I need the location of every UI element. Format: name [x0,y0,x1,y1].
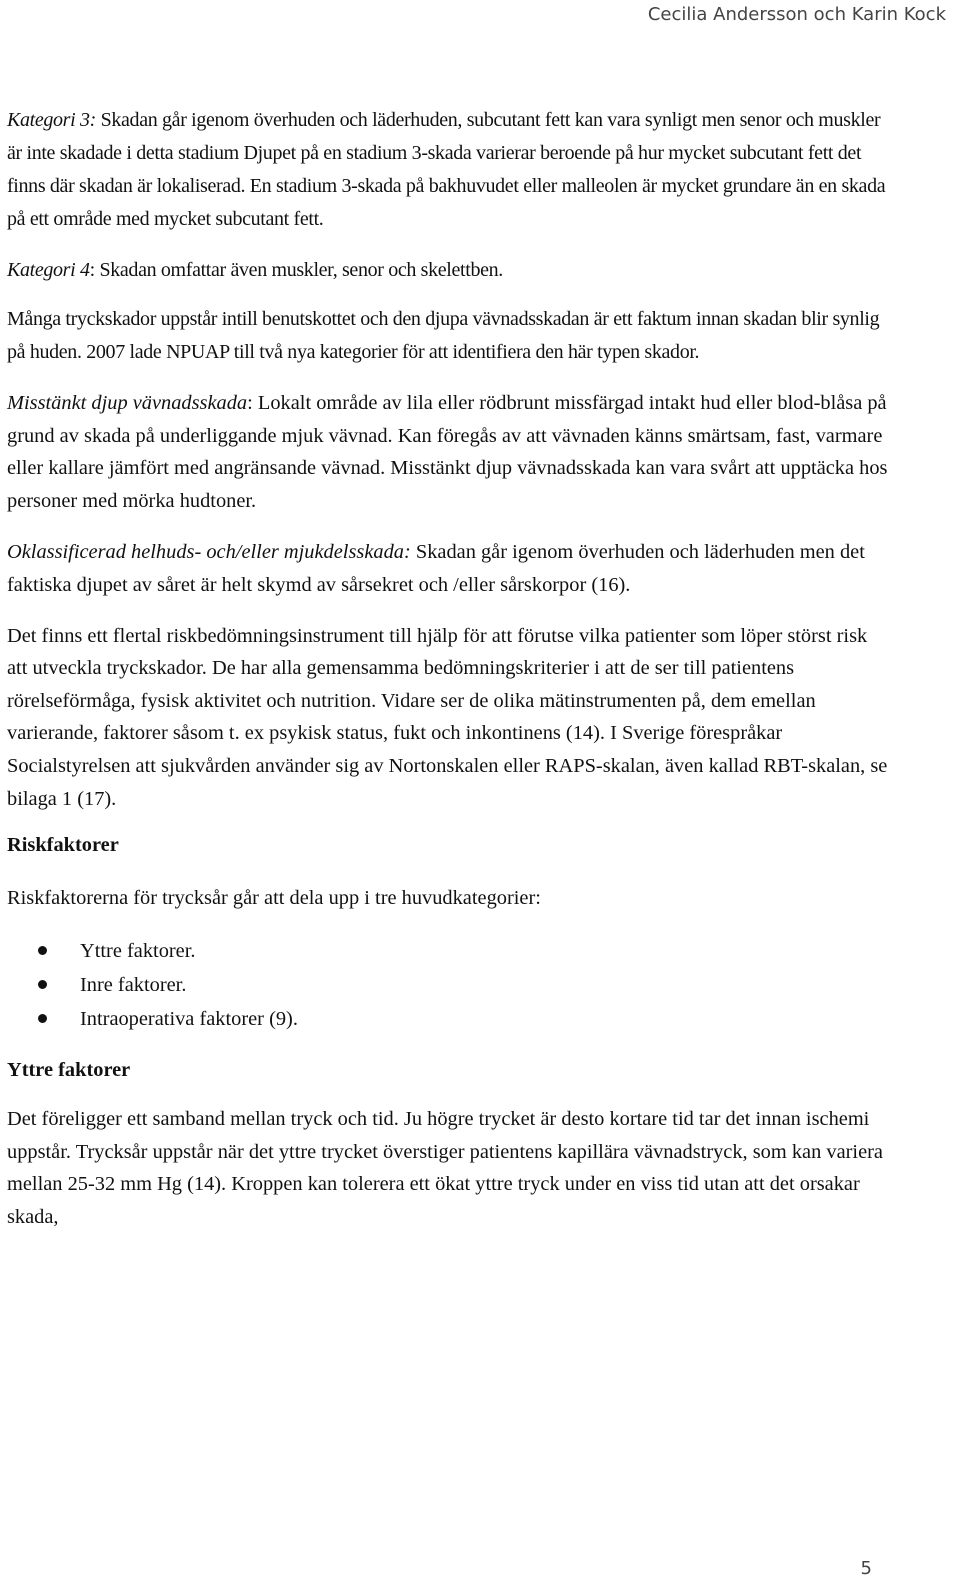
bullet-icon [38,1014,47,1023]
paragraph-riskbedomning: Det finns ett flertal riskbedömningsinstrument till hjälp för att förutse vilka patienter som löper störst risk att utveckla tryckskador. De har alla gemensamma bedömningskriterier i att de ser till patientens rörelseförmåga, fysisk aktivitet och nutrition. Vidare ser de olika mätinstrumenten på, dem emellan varierande, faktorer såsom t. ex psykisk status, fukt och inkontinens (14). I Sverige förespråkar Socialstyrelsen att sjukvården använder sig av Nortonskalen eller RAPS-skalan, även kallad RBT-skalan, se bilaga 1 (17). [7,624,888,810]
list-item [7,1002,892,1036]
bullet-icon [38,980,47,989]
paragraph-oklassificerad [7,536,892,601]
paragraph-kategori-3-text: Skadan går igenom överhuden och läderhuden, subcutant fett kan vara synligt men senor och muskler är inte skadade i detta stadium Djupet på en stadium 3-skada varierar beroende på hur mycket subcutant fett det finns där skadan är lokaliserad. En stadium 3-skada på bakhuvudet eller malleolen är mycket grundare än en skada på ett område med mycket subcutant fett. [7,109,886,230]
document-body [7,104,892,1233]
heading-riskfaktorer: Riskfaktorer [7,834,119,857]
bullet-icon [38,946,47,955]
paragraph-kategori-4-text: : Skadan omfattar även muskler, senor och skelettben. [89,259,503,281]
list-item [7,968,892,1002]
list-item-label: Inre faktorer. [80,974,187,997]
term-oklassificerad: Oklassificerad helhuds- och/eller mjukdelsskada: [7,541,411,564]
paragraph-tryckskador: Många tryckskador uppstår intill benutskottet och den djupa vävnadsskadan är ett faktum innan skadan blir synlig på huden. 2007 lade NPUAP till två nya kategorier för att identifiera den här typen skador. [7,308,880,363]
paragraph-riskfaktorer-intro: Riskfaktorerna för trycksår går att dela upp i tre huvudkategorier: [7,886,541,909]
heading-yttre-faktorer: Yttre faktorer [7,1059,131,1082]
term-misstankt-djup: Misstänkt djup vävnadsskada [7,392,248,414]
list-item-label: Intraoperativa faktorer (9). [80,1008,298,1031]
paragraph-misstankt-djup-text: : Lokalt område av lila eller rödbrunt missfärgad intakt hud eller blod-blåsa på grund av skada på underliggande mjuk vävnad. Kan föregås av att vävnaden känns smärtsam, fast, varmare eller kallare jämfört med angränsande vävnad. Misstänkt djup vävnadsskada kan vara svårt att upptäcka hos personer med mörka hudtoner. [7,392,888,512]
paragraph-oklassificerad-text: Skadan går igenom överhuden och läderhuden men det faktiska djupet av såret är helt skymd av sårsekret och /eller sårskorpor (16). [7,541,865,596]
paragraph-yttre-faktorer: Det föreligger ett samband mellan tryck och tid. Ju högre trycket är desto kortare tid tar det innan ischemi uppstår. Trycksår uppstår när det yttre trycket överstiger patientens kapillära vävnadstryck, som kan variera mellan 25-32 mm Hg (14). Kroppen kan tolerera ett ökat yttre tryck under en viss tid utan att det orsakar skada, [7,1107,883,1228]
term-kategori-3: Kategori 3: [7,109,96,131]
list-item-label: Yttre faktorer. [80,940,196,963]
paragraph-kategori-4 [7,254,892,287]
term-kategori-4: Kategori 4 [7,259,90,281]
list-item [7,934,892,968]
riskfaktorer-list [7,934,892,1036]
running-header-authors: Cecilia Andersson och Karin Kock [647,4,946,25]
page-number: 5 [860,1558,872,1579]
paragraph-kategori-3 [7,104,892,236]
paragraph-misstankt-djup [7,387,892,517]
